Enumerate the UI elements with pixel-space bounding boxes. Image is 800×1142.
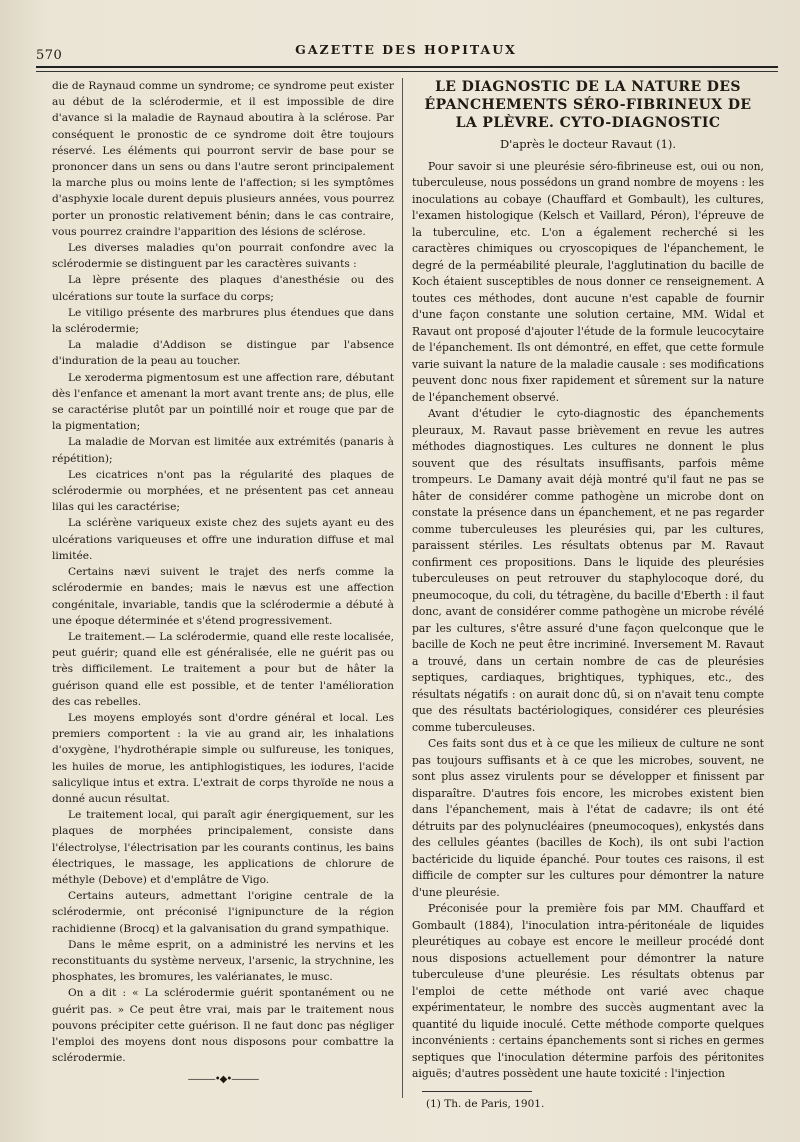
paragraph: Pour savoir si une pleurésie séro-fibrineuse est, oui ou non, tuberculeuse, nous possédons un grand nombre de moyens : les inoculations au cobaye (Chauffard et Gombault), les cultures, l'examen histologique (Kelsch et Vaillard, Péron), l'épreuve de la tuberculine, etc. L'on a également recherché si les caractères chimiques ou cryoscopiques de l'épanchement, le degré de la perméabilité pleurale, l'agglutination du bacille de Koch étaient susceptibles de nous donner ce renseignement. A toutes ces méthodes, dont aucune n'est capable de fournir d'une façon constante une solution certaine, MM. Widal et Ravaut ont proposé d'ajouter l'étude de la formule leucocytaire de l'épanchement. Ils ont démontré, en effet, que cette formule varie suivant la nature de la maladie causale : ses modifications peuvent donc nous fixer rapidement et sûrement sur la nature de l'épanchement observé. (412, 159, 764, 404)
paragraph: Avant d'étudier le cyto-diagnostic des épanchements pleuraux, M. Ravaut passe brièvement en revue les autres méthodes diagnostiques. Les cultures ne donnent le plus souvent que des résultats insuffisants, parfois même trompeurs. Le Damany avait déjà montré qu'il faut ne pas se hâter de considérer comme pathogène un microbe dont on constate la présence dans un épanchement, et ne pas regarder comme tuberculeuses les pleurésies qui, par les cultures, paraissent stériles. Les résultats obtenus par M. Ravaut confirment ces propositions. Dans le liquide des pleurésies tuberculeuses on peut retrouver du staphylocoque doré, du pneumocoque, du coli, du tétragène, du bacille d'Eberth : il faut donc, avant de considérer comme pathogène un microbe révélé par les cultures, s'être assuré d'une façon quelconque que le bacille de Koch ne peut être incriminé. Inversement M. Ravaut a trouvé, dans un certain nombre de cas de pleurésies septiques, cardiaques, brightiques, typhiques, etc., des résultats négatifs : on aurait donc dû, si on n'avait tenu compte que des résultats bactériologiques, considérer ces pleurésies comme tuberculeuses. (412, 407, 764, 734)
right-column (412, 78, 764, 1112)
article-byline: D'après le docteur Ravaut (1). (499, 137, 677, 151)
paragraph: Préconisée pour la première fois par MM. Chauffard et Gombault (1884), l'inoculation intra-péritonéale de liquides pleurétiques au cobaye est encore le meilleur procédé dont nous disposions actuellement pour démontrer la nature tuberculeuse d'une pleurésie. Les résultats obtenus par l'emploi de cette méthode ont varié avec chaque expérimentateur, le nombre des succès augmentant avec la quantité du liquide inoculé. Cette méthode comporte quelques inconvénients : certains épanchements sont si riches en germes septiques que l'inoculation détermine parfois des péritonites aiguës; d'autres possèdent une haute toxicité : l'injection (412, 902, 764, 1080)
article-title: LE DIAGNOSTIC DE LA NATURE DES ÉPANCHEMENTS SÉRO-FIBRINEUX DE LA PLÈVRE. CYTO-DIAGNOSTIC (424, 79, 752, 131)
paragraph: La sclérène variqueux existe chez des sujets ayant eu des ulcérations variqueuses et offre une induration diffuse et mal limitée. (52, 517, 394, 562)
paragraph: Les moyens employés sont d'ordre général et local. Les premiers comportent : la vie au grand air, les inhalations d'oxygène, l'hydrothérapie simple ou sulfureuse, les toniques, les huiles de morue, les antiphlogistiques, les iodures, l'acide salicylique intus et extra. L'extrait de corps thyroïde ne nous a donné aucun résultat. (52, 711, 394, 805)
paragraph: La lèpre présente des plaques d'anesthésie ou des ulcérations sur toute la surface du corps; (52, 274, 394, 303)
header-rule-thick (36, 66, 778, 68)
paragraph: Le traitement local, qui paraît agir énergiquement, sur les plaques de morphées principalement, consiste dans l'électrolyse, l'électrisation par les courants continus, les bains électriques, le massage, les applications de chlorure de méthyle (Debove) et d'emplâtre de Vigo. (52, 809, 394, 886)
page-number: 570 (36, 48, 63, 63)
footnote: (1) Th. de Paris, 1901. (426, 1097, 545, 1110)
paragraph: Certains nævi suivent le trajet des nerfs comme la sclérodermie en bandes; mais le nævus est une affection congénitale, invariable, tandis que la sclérodermie a débuté à une époque déterminée et s'étend progressivement. (52, 566, 394, 627)
paragraph: On a dit : « La sclérodermie guérit spontanément ou ne guérit pas. » Ce peut être vrai, mais par le traitement nous pouvons précipiter cette guérison. Il ne faut donc pas négliger l'emploi des moyens dont nous disposons pour combattre la sclérodermie. (52, 987, 394, 1065)
paragraph: Les diverses maladies qu'on pourrait confondre avec la sclérodermie se distinguent par les caractères suivants : (52, 242, 394, 271)
paragraph: Le vitiligo présente des marbrures plus étendues que dans la sclérodermie; (52, 306, 394, 336)
left-column (52, 78, 394, 1089)
column-divider (402, 78, 403, 1098)
paragraph: Les cicatrices n'ont pas la régularité des plaques de sclérodermie ou morphées, et ne présentent pas cet anneau lilas qui les caractérise; (52, 468, 394, 514)
header-rule-thin (36, 71, 778, 72)
paragraph: La maladie de Morvan est limitée aux extrémités (panaris à répétition); (52, 436, 394, 465)
journal-title: GAZETTE DES HOPITAUX (295, 42, 517, 57)
paragraph: Dans le même esprit, on a administré les nervins et les reconstituants du système nerveux, l'arsenic, la strychnine, les phosphates, les bromures, les valérianates, le musc. (52, 938, 394, 984)
paragraph: Ces faits sont dus et à ce que les milieux de culture ne sont pas toujours suffisants et à ce que les microbes, souvent, ne sont plus assez virulents pour se développer et finissent par disparaître. D'autres fois encore, les microbes existent bien dans l'épanchement, mais à l'état de cadavre; ils ont été détruits par des polynucléaires (pneumocoques), enkystés dans des cellules géantes (bacilles de Koch), ils ont subi l'action bactéricide du liquide épanché. Pour toutes ces raisons, il est difficile de compter sur les cultures pour démontrer la nature d'une pleurésie. (412, 737, 764, 899)
end-ornament: ———•◆•——— (187, 1074, 259, 1086)
footnote-rule (422, 1091, 532, 1092)
paragraph: La maladie d'Addison se distingue par l'absence d'induration de la peau au toucher. (52, 339, 394, 368)
paragraph: die de Raynaud comme un syndrome; ce syndrome peut exister au début de la sclérodermie, et il est impossible de dire d'avance si la maladie de Raynaud aboutira à la sclérose. Par conséquent le pronostic de ce syndrome doit être toujours réservé. Les éléments qui pourront servir de base pour se prononcer dans un sens ou dans l'autre seront principalement la marche plus ou moins lente de l'affection; si les symptômes d'asphyxie locale durent depuis plusieurs années, vous pourrez porter un pronostic relativement bénin; dans le cas contraire, vous pourrez craindre l'apparition des lésions de sclérose. (52, 80, 394, 238)
paragraph: Certains auteurs, admettant l'origine centrale de la sclérodermie, ont préconisé l'ignipuncture de la région rachidienne (Brocq) et la galvanisation du grand sympathique. (52, 890, 394, 935)
paragraph: Le xeroderma pigmentosum est une affection rare, débutant dès l'enfance et amenant la mort avant trente ans; de plus, elle se caractérise plutôt par un pointillé noir et rouge que par de la pigmentation; (52, 371, 394, 433)
paragraph: Le traitement.— La sclérodermie, quand elle reste localisée, peut guérir; quand elle est généralisée, elle ne guérit pas ou très difficilement. Le traitement a pour but de hâter la guérison quand elle est possible, et de tenter l'amélioration des cas rebelles. (52, 630, 394, 708)
